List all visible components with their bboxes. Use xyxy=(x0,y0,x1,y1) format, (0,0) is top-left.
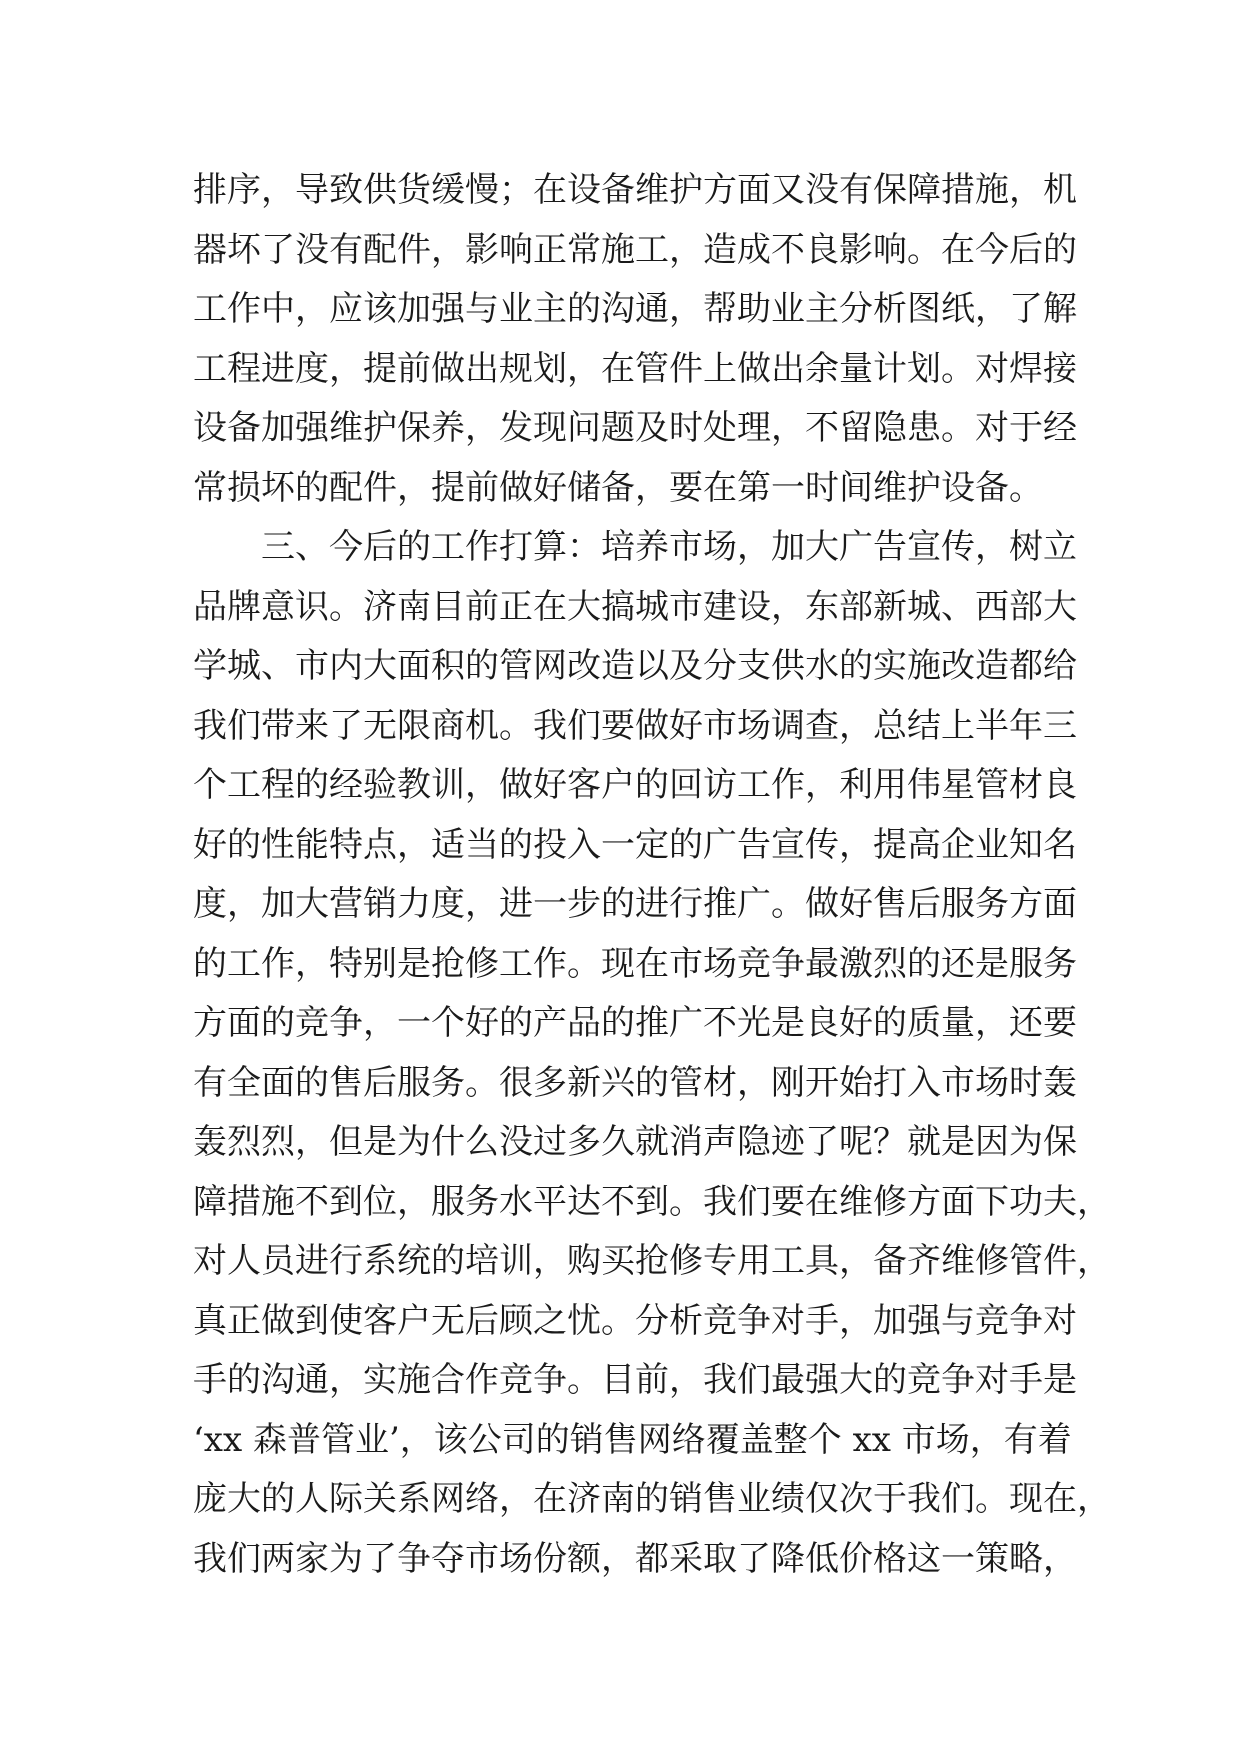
section-heading-line: 三、今后的工作打算：培养市场，加大广告宣传，树立 xyxy=(261,527,1077,567)
text-line: 排序，导致供货缓慢；在设备维护方面又没有保障措施，机 xyxy=(193,170,1077,210)
text-line: ‘xx 森普管业’，该公司的销售网络覆盖整个 xx 市场，有着 xyxy=(193,1419,1072,1460)
body-text xyxy=(193,161,1111,1589)
text-line: 障措施不到位，服务水平达不到。我们要在维修方面下功夫， xyxy=(193,1181,1111,1222)
text-line: 品牌意识。济南目前正在大搞城市建设，东部新城、西部大 xyxy=(193,586,1077,627)
text-line: 我们带来了无限商机。我们要做好市场调查，总结上半年三 xyxy=(193,705,1077,746)
text-line: 设备加强维护保养，发现问题及时处理，不留隐患。对于经 xyxy=(193,408,1077,448)
text-line: 个工程的经验教训，做好客户的回访工作，利用伟星管材良 xyxy=(193,765,1077,805)
text-line: 有全面的售后服务。很多新兴的管材，刚开始打入市场时轰 xyxy=(193,1062,1077,1103)
text-line: 的工作，特别是抢修工作。现在市场竞争最激烈的还是服务 xyxy=(193,943,1077,984)
text-line: 学城、市内大面积的管网改造以及分支供水的实施改造都给 xyxy=(193,646,1077,686)
text-line: 对人员进行系统的培训，购买抢修专用工具，备齐维修管件， xyxy=(193,1241,1111,1281)
text-line: 庞大的人际关系网络，在济南的销售业绩仅次于我们。现在， xyxy=(193,1479,1111,1519)
text-line: 器坏了没有配件，影响正常施工，造成不良影响。在今后的 xyxy=(193,229,1077,270)
text-line: 轰烈烈，但是为什么没过多久就消声隐迹了呢？就是因为保 xyxy=(193,1122,1077,1162)
text-line: 我们两家为了争夺市场份额，都采取了降低价格这一策略， xyxy=(193,1538,1077,1579)
text-line: 真正做到使客户无后顾之忧。分析竞争对手，加强与竞争对 xyxy=(193,1300,1077,1341)
text-line: 常损坏的配件，提前做好储备，要在第一时间维护设备。 xyxy=(193,467,1043,508)
text-line: 方面的竞争，一个好的产品的推广不光是良好的质量，还要 xyxy=(193,1003,1077,1043)
text-line: 手的沟通，实施合作竞争。目前，我们最强大的竞争对手是 xyxy=(193,1360,1077,1400)
text-line: 好的性能特点，适当的投入一定的广告宣传，提高企业知名 xyxy=(193,824,1077,865)
text-line: 工作中，应该加强与业主的沟通，帮助业主分析图纸，了解 xyxy=(193,289,1077,329)
text-line: 工程进度，提前做出规划，在管件上做出余量计划。对焊接 xyxy=(193,348,1077,389)
text-line: 度，加大营销力度，进一步的进行推广。做好售后服务方面 xyxy=(193,884,1077,924)
